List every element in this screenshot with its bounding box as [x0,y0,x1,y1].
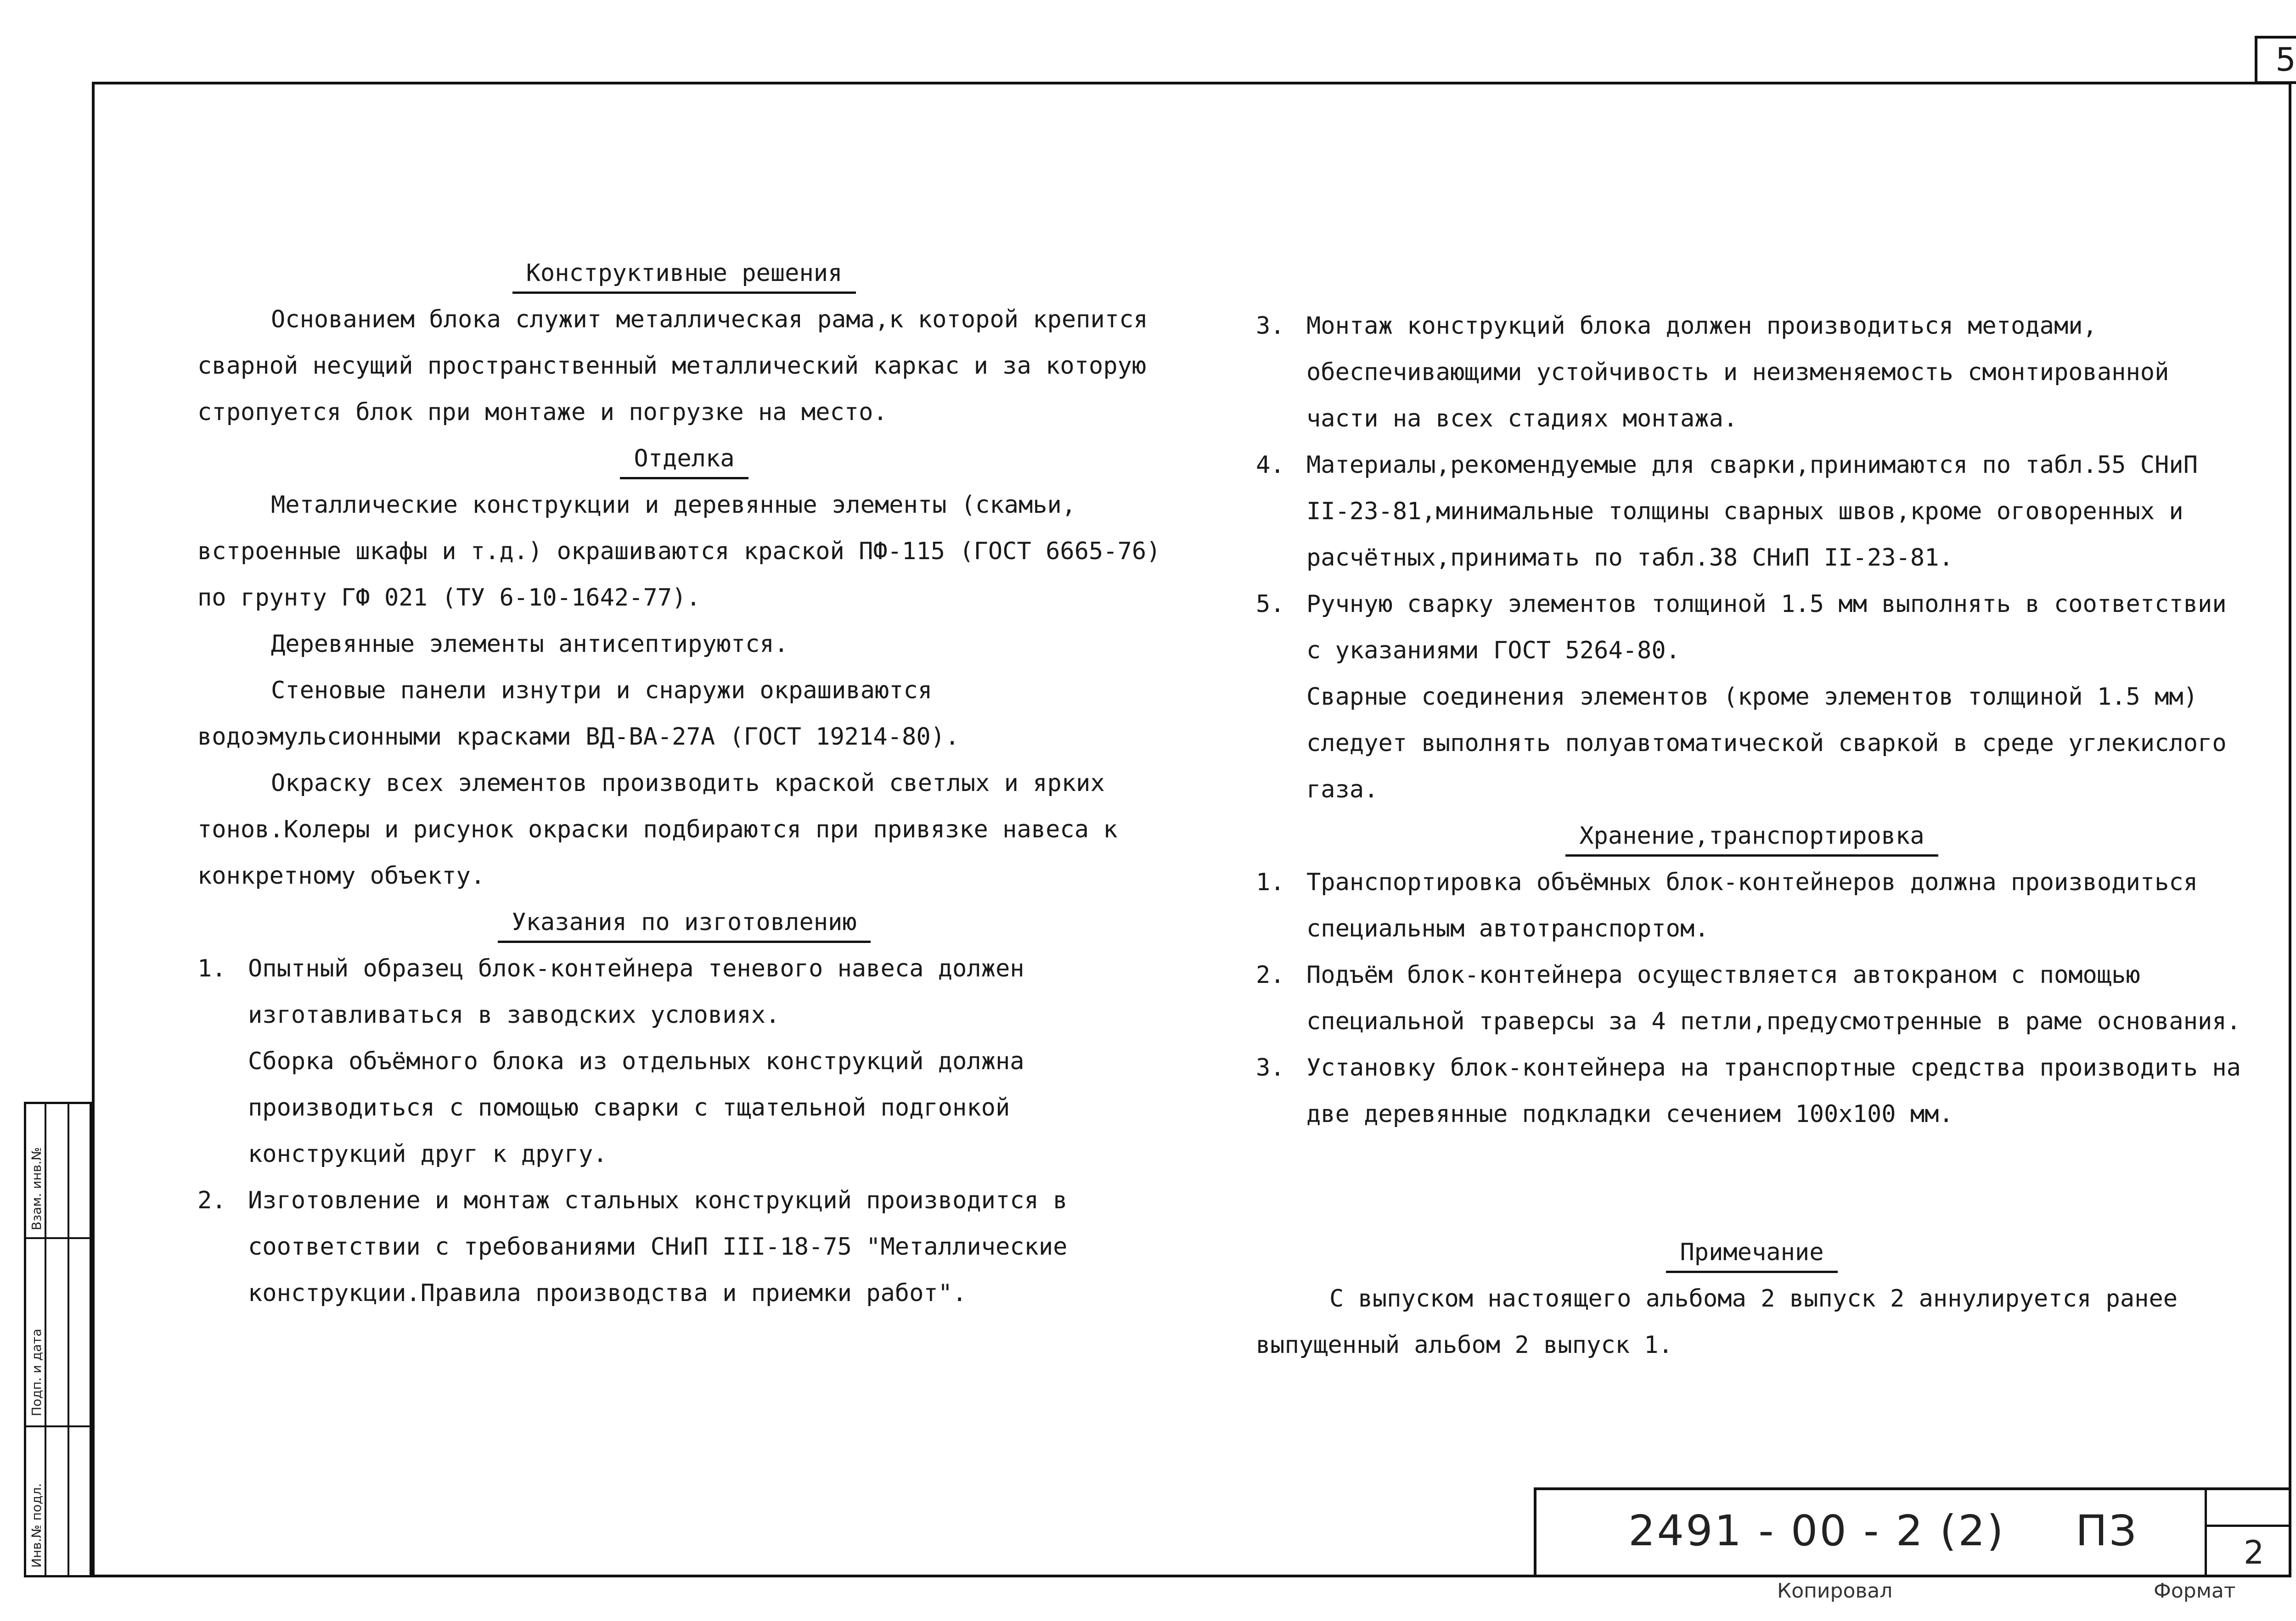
copied-by-label: Копировал [1777,1579,1893,1603]
paragraph: Металлические конструкции и деревянные элементы (скамьи, встроенные шкафы и т.д.) окрашиваются краской ПФ-115 (ГОСТ 6665-76) по грунту ГФ 021 (ТУ 6-10-1642-77). [197,491,1161,611]
section-heading: Отделка [197,436,1171,482]
list-item [1256,303,2248,442]
list-number: 1. [1256,869,1285,896]
list-text: Установку блок-контейнера на транспортные средства производить на две деревянные подкладки сечением 100х100 мм. [1306,1054,2241,1128]
sheet-number: 2 [2244,1534,2264,1571]
list-item [1256,1045,2248,1138]
left-column [197,250,1171,1317]
list-number: 3. [1256,1054,1285,1082]
list-subtext: Сборка объёмного блока из отдельных конструкций должна производиться с помощью сварки с тщательной подгонкой конструкций друг к другу. [248,1048,1024,1168]
format-label: Формат [2154,1579,2236,1603]
list-number: 2. [1256,961,1285,989]
paragraph: Стеновые панели изнутри и снаружи окрашиваются водоэмульсионными красками ВД-ВА-27А (ГОСТ 19214-80). [197,677,960,751]
section-heading: Указания по изготовлению [197,899,1171,946]
list-number: 4. [1256,451,1285,479]
title-block-divider [2205,1525,2291,1527]
list-text: Ручную сварку элементов толщиной 1.5 мм выполнять в соответствии с указаниями ГОСТ 5264-80. [1306,590,2227,664]
list-item [197,1178,1171,1317]
title-block-divider [2205,1490,2207,1577]
document-mark: ПЗ [2075,1506,2138,1555]
list-number: 1. [197,955,226,982]
note-heading: Примечание [1256,1229,2248,1276]
paragraph: Окраску всех элементов производить краской светлых и ярких тонов.Колеры и рисунок окраски подбираются при привязке навеса к конкретному объекту. [197,769,1118,890]
stamp-divider [68,1104,69,1575]
list-item [197,946,1171,1178]
list-text: Подъём блок-контейнера осуществляется автокраном с помощью специальной траверсы за 4 петли,предусмотренные в раме основания. [1306,961,2241,1035]
stamp-divider [45,1104,46,1575]
list-text: Изготовление и монтаж стальных конструкций производится в соответствии с требованиями СНиП III-18-75 "Металлические конструкции.Правила производства и приемки работ". [248,1187,1068,1307]
list-item [1256,581,2248,813]
spacer [1256,1138,2248,1229]
list-item [1256,442,2248,581]
document-code: 2491 - 00 - 2 (2) ПЗ [1628,1506,2138,1555]
stamp-label-sign: Подп. и дата [29,1329,44,1416]
paragraph: Деревянные элементы антисептируются. [271,630,789,658]
list-text: Транспортировка объёмных блок-контейнеров должна производиться специальным автотранспортом. [1306,869,2198,942]
section-heading: Хранение,транспортировка [1256,813,2248,859]
section-heading: Конструктивные решения [197,250,1171,297]
paragraph: Основанием блока служит металлическая рама,к которой крепится сварной несущий пространственный металлический каркас и за которую стропуется блок при монтаже и погрузке на место. [197,306,1148,426]
stamp-divider [26,1237,90,1239]
list-number: 3. [1256,312,1285,340]
page-number: 5 [2255,36,2296,84]
stamp-divider [26,1425,90,1427]
list-text: Материалы,рекомендуемые для сварки,принимаются по табл.55 СНиП II-23-81,минимальные толщины сварных швов,кроме оговоренных и расчётных,принимать по табл.38 СНиП II-23-81. [1306,451,2198,572]
stamp-label-inv: Взам. инв.№ [29,1147,44,1230]
title-block [1534,1487,2291,1577]
margin-stamp [24,1102,92,1577]
list-text: Монтаж конструкций блока должен производиться методами, обеспечивающими устойчивость и неизменяемость смонтированной части на всех стадиях монтажа. [1306,312,2169,432]
list-text: Опытный образец блок-контейнера теневого навеса должен изготавливаться в заводских условиях. [248,955,1024,1029]
list-item [1256,952,2248,1045]
right-column [1256,303,2248,1369]
list-number: 5. [1256,590,1285,618]
list-number: 2. [197,1187,226,1214]
list-item [1256,859,2248,952]
stamp-label-orig: Инв.№ подл. [29,1483,44,1568]
note-text: С выпуском настоящего альбома 2 выпуск 2 аннулируется ранее выпущенный альбом 2 выпуск 1. [1256,1285,2178,1359]
list-subtext: Сварные соединения элементов (кроме элементов толщиной 1.5 мм) следует выполнять полуавтоматической сваркой в среде углекислого газа. [1306,683,2227,803]
